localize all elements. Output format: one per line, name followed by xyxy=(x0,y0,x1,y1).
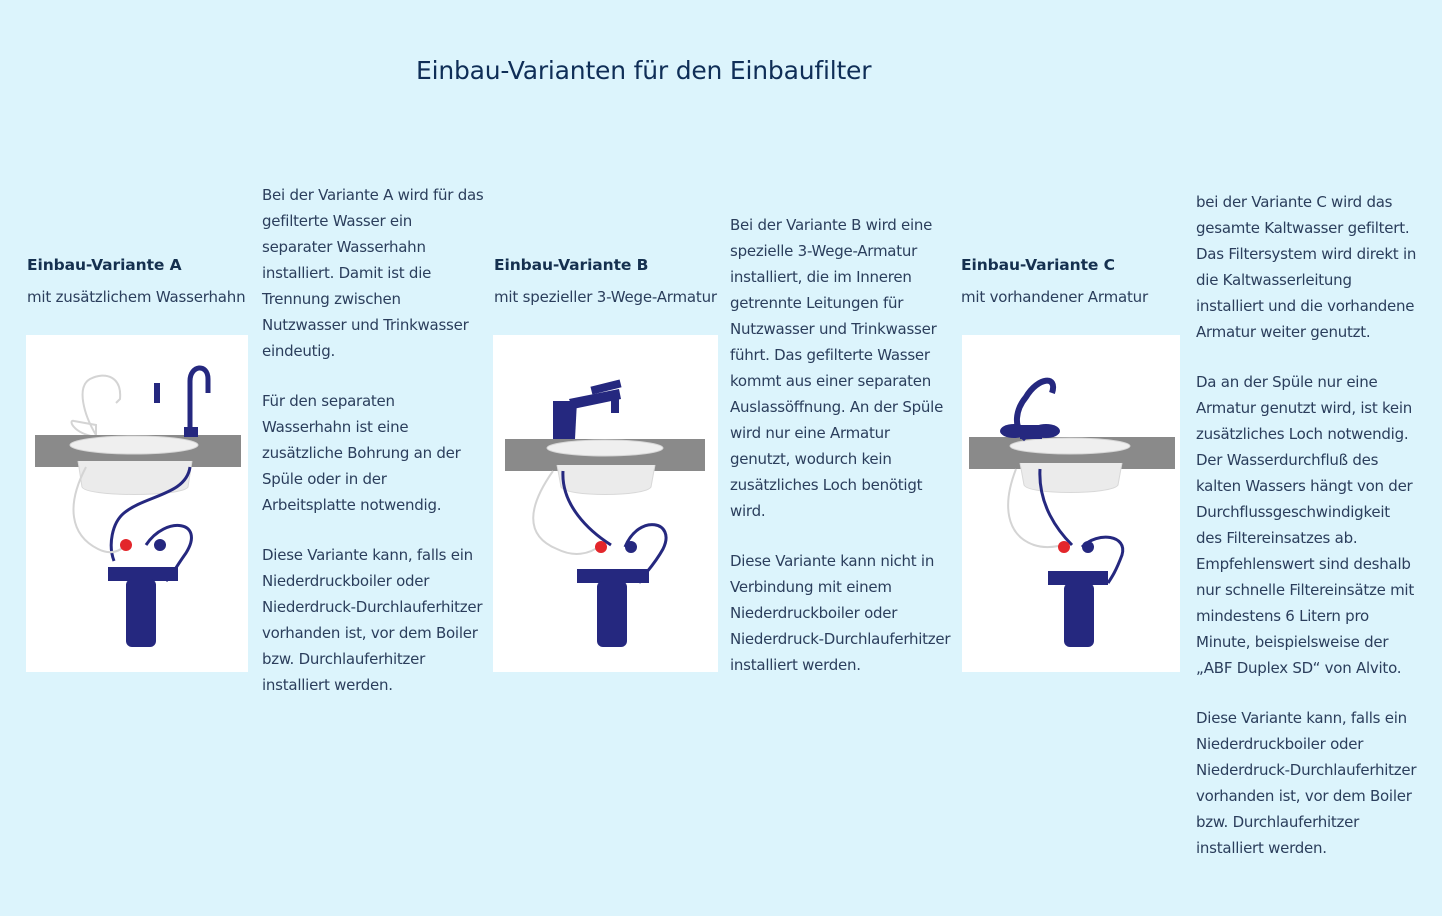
variant-a-paragraph-2: Für den separaten Wasserhahn ist eine zusätzliche Bohrung an der Spüle oder in der Arbeitsplatte notwendig. xyxy=(262,392,461,514)
faucet-icon xyxy=(26,335,248,672)
variant-a-paragraph-1: Bei der Variante A wird für das gefilterte Wasser ein separater Wasserhahn installiert. Damit ist die Trennung zwischen Nutzwasser und Trinkwasser eindeutig. xyxy=(262,186,484,360)
variant-c-paragraph-1: bei der Variante C wird das gesamte Kaltwasser gefiltert. Das Filtersystem wird direkt in die Kaltwasserleitung installiert und die vorhandene Armatur weiter genutzt. xyxy=(1196,193,1417,341)
variant-c-header xyxy=(961,256,1191,306)
variant-c-illustration xyxy=(962,335,1180,672)
page-title: Einbau-Varianten für den Einbaufilter xyxy=(416,56,872,85)
variant-a-illustration xyxy=(26,335,248,672)
variant-c-title: Einbau-Variante C xyxy=(961,256,1115,274)
variant-c-description xyxy=(1196,189,1418,885)
variant-c-paragraph-2: Da an der Spüle nur eine Armatur genutzt wird, ist kein zusätzliches Loch notwendig. Der Wasserdurchfluß des kalten Wassers hängt von der Durchflussgeschwindigkeit des Filtereinsatzes ab. Empfehlenswert sind deshalb nur schnelle Filtereinsätze mit mindestens 6 Litern pro Minute, beispielsweise der „ABF Duplex SD“ von Alvito. xyxy=(1196,373,1414,677)
variant-b-description xyxy=(730,212,952,702)
variant-a-subtitle: mit zusätzlichem Wasserhahn xyxy=(27,288,246,306)
variant-a-title: Einbau-Variante A xyxy=(27,256,182,274)
variant-b-paragraph-1: Bei der Variante B wird eine spezielle 3-Wege-Armatur installiert, die im Inneren getrennte Leitungen für Nutzwasser und Trinkwasser führt. Das gefilterte Wasser kommt aus einer separaten Auslassöffnung. An der Spüle wird nur eine Armatur genutzt, wodurch kein zusätzliches Loch benötigt wird. xyxy=(730,216,944,520)
variant-b-paragraph-2: Diese Variante kann nicht in Verbindung mit einem Niederdruckboiler oder Niederdruck-Durchlauferhitzer installiert werden. xyxy=(730,552,951,674)
variant-c-paragraph-3: Diese Variante kann, falls ein Niederdruckboiler oder Niederdruck-Durchlauferhitzer vorhanden ist, vor dem Boiler bzw. Durchlauferhitzer installiert werden. xyxy=(1196,709,1417,857)
variant-a-header xyxy=(27,256,257,306)
three-way-faucet-icon xyxy=(493,335,718,672)
variant-a-paragraph-3: Diese Variante kann, falls ein Niederdruckboiler oder Niederdruck-Durchlauferhitzer vorhanden ist, vor dem Boiler bzw. Durchlauferhitzer installiert werden. xyxy=(262,546,483,694)
variant-b-title: Einbau-Variante B xyxy=(494,256,649,274)
mixer-faucet-icon xyxy=(962,335,1180,672)
variant-a-description xyxy=(262,182,484,722)
variant-c-subtitle: mit vorhandener Armatur xyxy=(961,288,1148,306)
variant-b-illustration xyxy=(493,335,718,672)
variant-b-subtitle: mit spezieller 3-Wege-Armatur xyxy=(494,288,717,306)
variant-b-header xyxy=(494,256,724,306)
